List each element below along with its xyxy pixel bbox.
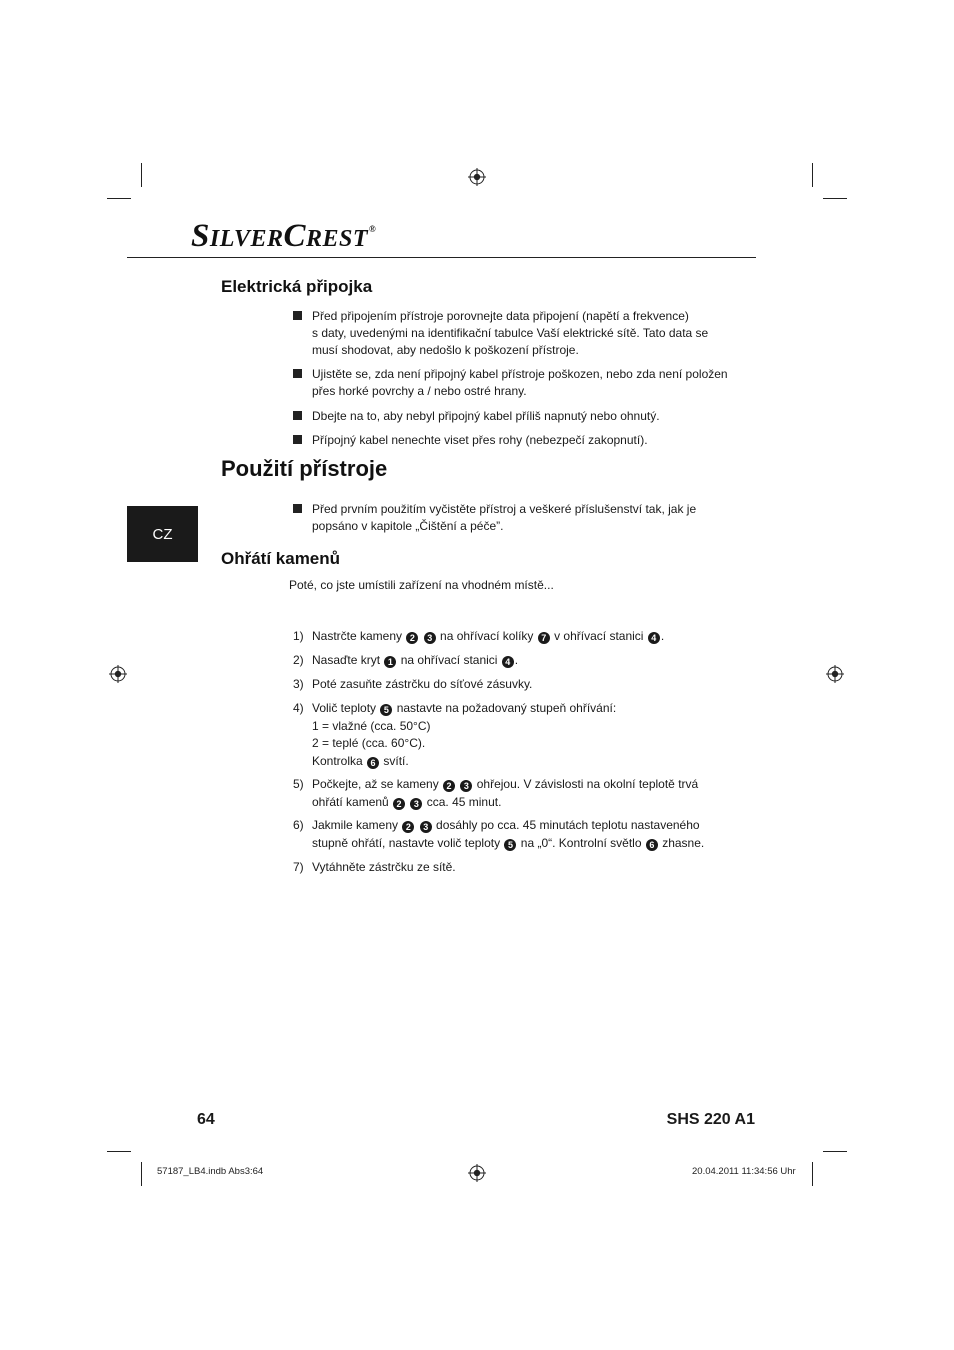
part-number-badge: 2 xyxy=(393,798,405,810)
part-number-badge: 3 xyxy=(424,632,436,644)
bullet-item xyxy=(293,408,733,425)
crop-mark xyxy=(107,198,131,199)
part-number-badge: 3 xyxy=(460,780,472,792)
step-text: Nasaďte kryt 1 na ohřívací stanici 4 . xyxy=(312,653,519,667)
part-number-badge: 4 xyxy=(648,632,660,644)
bullet-item xyxy=(293,308,733,359)
section-title-electrical: Elektrická připojka xyxy=(221,277,373,296)
part-number-badge: 3 xyxy=(420,821,432,833)
bullet-item xyxy=(293,432,733,449)
step-text: Nastrčte kameny 2 3 na ohřívací kolíky 7 v ohřívací stanici 4 . xyxy=(312,629,665,643)
registration-mark-icon xyxy=(468,168,486,186)
bullet-square-icon xyxy=(293,369,302,378)
step-number: 3) xyxy=(293,677,304,691)
part-number-badge: 2 xyxy=(443,780,455,792)
step-text: Vytáhněte zástrčku ze sítě. xyxy=(312,860,456,874)
step-text: Volič teploty 5 nastavte na požadovaný stupeň ohřívání: 1 = vlažné (cca. 50°C) 2 = teplé (cca. 60°C). Kontrolka 6 svítí. xyxy=(312,701,617,768)
part-number-badge: 4 xyxy=(502,656,514,668)
part-number-badge: 3 xyxy=(410,798,422,810)
header-rule xyxy=(127,257,756,258)
registration-mark-icon xyxy=(468,1164,486,1182)
bullet-square-icon xyxy=(293,311,302,320)
heating-step xyxy=(293,776,743,811)
model-number: SHS 220 A1 xyxy=(666,1111,755,1128)
heating-intro: Poté, co jste umístili zařízení na vhodném místě... xyxy=(289,578,554,592)
crop-mark xyxy=(823,198,847,199)
step-text: Počkejte, až se kameny 2 3 ohřejou. V závislosti na okolní teplotě trvá ohřátí kamenů 2 3 cca. 45 minut. xyxy=(312,777,699,809)
step-number: 6) xyxy=(293,818,304,832)
heating-step xyxy=(293,652,743,670)
step-text: Poté zasuňte zástrčku do síťové zásuvky. xyxy=(312,677,533,691)
part-number-badge: 6 xyxy=(367,757,379,769)
print-slug-right: 20.04.2011 11:34:56 Uhr xyxy=(692,1166,796,1177)
step-number: 7) xyxy=(293,860,304,874)
heating-step xyxy=(293,676,743,694)
bullet-text: Dbejte na to, aby nebyl připojný kabel příliš napnutý nebo ohnutý. xyxy=(312,409,660,423)
part-number-badge: 2 xyxy=(402,821,414,833)
bullet-square-icon xyxy=(293,504,302,513)
step-number: 5) xyxy=(293,777,304,791)
page-number: 64 xyxy=(197,1111,215,1128)
bullet-square-icon xyxy=(293,411,302,420)
heating-step xyxy=(293,700,743,770)
registration-mark-icon xyxy=(826,665,844,683)
bullet-text: Před prvním použitím vyčistěte přístroj a veškeré příslušenství tak, jak je popsáno v kapitole „Čištění a péče”. xyxy=(312,502,697,533)
crop-mark xyxy=(823,1151,847,1152)
crop-mark xyxy=(812,163,813,187)
step-number: 2) xyxy=(293,653,304,667)
language-tab: CZ xyxy=(127,506,198,562)
bullet-item xyxy=(293,501,733,535)
section-title-heating: Ohřátí kamenů xyxy=(221,549,341,568)
heating-step xyxy=(293,859,743,877)
step-number: 4) xyxy=(293,701,304,715)
bullet-text: Před připojením přístroje porovnejte data připojení (napětí a frekvence) s daty, uvedenými na identifikační tabulce Vaší elektrické sítě. Tato data se musí shodovat, aby nedošlo k poškození přístroje. xyxy=(312,309,709,357)
crop-mark xyxy=(812,1162,813,1186)
step-number: 1) xyxy=(293,629,304,643)
heating-step xyxy=(293,817,743,852)
part-number-badge: 5 xyxy=(380,704,392,716)
part-number-badge: 2 xyxy=(406,632,418,644)
print-slug-left: 57187_LB4.indb Abs3:64 xyxy=(157,1166,264,1177)
bullet-text: Ujistěte se, zda není připojný kabel přístroje poškozen, nebo zda není položen přes horké povrchy a / nebo ostré hrany. xyxy=(312,367,728,398)
step-text: Jakmile kameny 2 3 dosáhly po cca. 45 minutách teplotu nastaveného stupně ohřátí, nastavte volič teploty 5 na „0“. Kontrolní světlo 6 zhasne. xyxy=(312,818,705,850)
part-number-badge: 6 xyxy=(646,839,658,851)
part-number-badge: 1 xyxy=(384,656,396,668)
crop-mark xyxy=(141,163,142,187)
part-number-badge: 7 xyxy=(538,632,550,644)
brand-logo: S ILVER C REST ® xyxy=(191,218,377,254)
bullet-square-icon xyxy=(293,435,302,444)
registration-mark-icon xyxy=(109,665,127,683)
crop-mark xyxy=(141,1162,142,1186)
section-title-usage: Použití přístroje xyxy=(221,456,388,481)
bullet-text: Přípojný kabel nenechte viset přes rohy (nebezpečí zakopnutí). xyxy=(312,433,648,447)
crop-mark xyxy=(107,1151,131,1152)
part-number-badge: 5 xyxy=(504,839,516,851)
heating-step xyxy=(293,628,743,646)
bullet-item xyxy=(293,366,733,400)
